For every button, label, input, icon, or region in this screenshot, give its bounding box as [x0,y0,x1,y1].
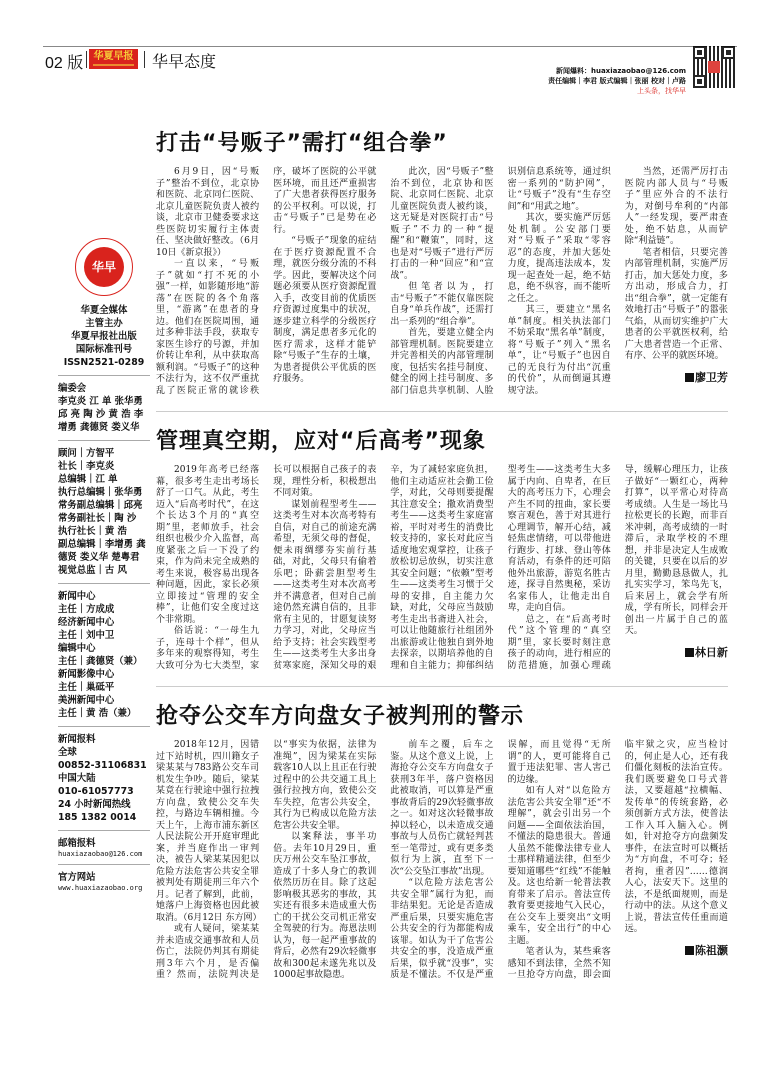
divider [58,830,150,831]
editors-line: 责任编辑｜李君 版式编辑｜张丽 校对｜卢路 [548,77,686,85]
sidebar-line: 中国大陆 [58,773,96,784]
sidebar-line: 编辑中心 [58,643,96,654]
email-address[interactable]: huaxiazaobao@126.com [58,850,143,858]
article-paragraph: 以案释法，事半功倍。去年10月29日，重庆万州公交车坠江事故，造成了十多人身亡的教训依然历历在目。除了这起影响极其恶劣的事故，其实还有很多未造成重大伤亡的干扰公交司机正常安全驾驶的行为。海恩法则认为，每一起严重事故的背后，必然有29次轻微事故和300起未遂先兆以及1000起事故隐患。 [273,832,377,980]
article-body [156,465,728,672]
newspaper-logo [89,49,138,69]
article-paragraph: 但笔者以为，打击“号贩子”不能仅靠医院自身“单兵作战”，还需打出一系列的“组合拳”。 [390,282,494,327]
sidebar-line: ISSN2521-0289 [63,357,145,368]
article-paragraph: 总之，在“后高考时代”这个管理的“真空期”里，家长要时刻注意孩子的动向，进行相应的防范措施，加强心理疏导，缓解心理压力，让孩子做好“一颗红心，两种打算”，以平常心对待高考成绩。人生是一场比马拉松更长的长跑，而非百米冲刺，高考成绩的一时滞后，录取学校的不理想，并非是决定人生成败的关键，只要在以后的岁月里，勤勤恳恳做人，扎扎实实学习，笨鸟先飞，后来居上，就会学有所成，学有所长，同样会开创出一片属于自己的蓝天。 [507,465,728,671]
email-title: 邮箱报料 [58,838,96,849]
article-paragraph: 其三，要建立“黑名单”制度。相关执法部门不妨采取“黑名单”制度，将“号贩子”列入“黑名单”，让“号贩子”也因自己的无良行为付出“沉重的代价”，从而倒逼其遵规守法。 [507,305,611,396]
staff-list [58,447,150,577]
slogan: 上头条，找华早 [637,87,686,95]
sidebar-line: 社长｜李克炎 [58,461,115,472]
divider [58,726,150,727]
sidebar-line: 00852-31106831 [58,760,147,771]
article-body [156,167,728,397]
article-paragraph: 笔者认为，某些乘客感知不到法律，全然不知一旦抢夺方向盘，即会面临牢狱之灾，应当检讨的，何止是人心，还有我们僵化刻板的法治宣传。我们既要避免口号式普法，又要超越“拉横幅、发传单”的传统套路，必须创新方式方法，使普法工作入耳入脑入心。例如，针对抢夺方向盘频发事件，在法宣时可以概括为“方向盘，不可夺；轻者拘，重者囚”……德润人心，法安天下。这里的法，不是纸面规则，而是行动中的法。从这个意义上说，普法宣传任重而道远。 [507,740,728,980]
website-title: 官方网站 [58,872,96,883]
divider [156,686,728,687]
divider [144,51,145,68]
centers-list [58,590,150,720]
sidebar-line: 全球 [58,747,77,758]
sidebar-line: 主任｜巢砥平 [58,682,115,693]
sidebar-line: 执行总编辑｜张华勇 [58,487,143,498]
article-paragraph: 首先，要建立健全内部管理机制。医院要建立并完善相关的内部管理制度，包括实名挂号制度、健全的网上挂号制度、多部门信息共享机制、人脸识别信息系统等，通过织密一系列的“防护网”，让“号贩子”没有“生存空间”和“用武之地”。 [390,167,611,396]
sidebar-line: 24 小时新闻热线 [58,799,131,810]
committee-title: 编委会 [58,383,87,394]
contact-block [548,66,686,96]
sidebar-line: 视觉总监｜古 风 [58,565,127,576]
author-byline: 林日新 [625,644,728,660]
article-paragraph: 谋划前程型考生——这类考生对本次高考特有自信，对自己的前途充满希望，无须父母的督促，便未雨绸缪夯实前行基础，对此，父母只有偷着乐吧；卧薪尝胆型考生——这类考生对本次高考并不满意者，但对自己前途仍然充满自信的，且非常有主见的，甘愿复读努力学习，对此，父母应当给予支持；社会实践型考生——这类考生大多出身贫寒家庭，深知父母的艰辛，为了减轻家庭负担，他们主动适应社会勤工俭学，对此，父母则要提醒其注意安全；撒欢消费型考生——这类考生家庭富裕，平时对考生的消费比较支持的，家长对此应当适度地宏观掌控，让孩子放松切忌放纵，切实注意其安全问题；“依赖”型考生——这类考生习惯于父母的安排，自主能力欠缺，对此，父母应当鼓励考生走出书斋进入社会，可以让他随旅行社组团外出旅游或让他独自到外地去探亲，以期培养他的自理和自主能力；抑郁纠结型考生——这类考生大多属于内向、自卑者，在巨大的高考压力下，心理会产生不同的扭曲，家长要察言观色，善于对其进行心理调节，解开心结，减轻焦虑情绪，可以带他进行跑步、打球、登山等体育活动，有条件的还可陪他外出旅游，游览名胜古迹，探寻自然奥秘，采访名家伟人，让他走出自卑，走向自信。 [273,465,611,671]
sidebar-line: 国际标准刊号 [75,344,133,355]
article-paragraph: 如有人对“以危险方法危害公共安全罪”还“不理解”，就会引出另一个问题——全面依法治国，不懂法的隐患很大。普通人虽然不能像法律专业人士那样精通法律，但至少要知道哪些“红线”不能触及。这也给新一轮普法教育带来了启示。普法宣传教育要更接地气入民心，在公交车上要突出“文明乘车，安全出行”的中心主题。 [507,786,611,946]
article-paragraph: 前车之覆，后车之鉴。从这个意义上说，上海抢夺公交车方向盘女子获刑3年半，落户资格因此被取消，可以算是严重事故背后的29次轻微事故之一。如对这次轻微事故掉以轻心，以未造成交通事故与人员伤亡就轻判甚至一笔带过，或有更多类似行为上演，直至下一次“公交坠江事故”出现。 [390,740,494,877]
sidebar-line: 执行社长｜黄 浩 [58,526,127,537]
sidebar-line: 华夏早报社出版 [71,331,137,342]
divider [156,411,728,412]
hotline-list [58,746,150,824]
qr-code-icon [693,46,735,88]
article-paragraph: “以危险方法危害公共安全罪”属行为犯，而非结果犯。无论是否造成严重后果，只要实施危害公共安全的行为都能构成该罪。如认为干了危害公共安全的事，没造成严重后果，似乎就“没事”，实质是不懂法。不仅是严重误解，而且觉得“无所谓”的人，更可能将自己置于违法犯罪、害人害己的边缘。 [390,740,611,980]
sidebar-line: 主管主办 [85,318,123,329]
divider [86,51,87,68]
articles-area [156,126,728,982]
article-paragraph: 笔者相信，只要完善内部管理机制，实施严厉打击，加大惩处力度，多方出动，形成合力，打出“组合拳”，就一定能有效地打击“号贩子”的嚣张气焰，从而切实维护广大患者的公平就医权利，给广大患者营造一个正常、有序、公平的就医环境。 [624,247,728,361]
divider [58,440,150,441]
article-paragraph: 此次，因“号贩子”整治不到位，北京协和医院、北京同仁医院、北京儿童医院负责人被约谈，这无疑是对医院打击“号贩子”不力的一种“提醒”和“鞭策”，同时，这也是对“号贩子”进行严厉打击的一种“回应”和“宣战”。 [390,167,494,281]
sidebar-line: 185 1382 0014 [58,812,137,823]
sidebar-line: 总编辑｜江 单 [58,474,118,485]
sidebar-line: 010-61057773 [58,786,134,797]
divider [58,583,150,584]
sidebar-line: 经济新闻中心 [58,617,115,628]
website-link[interactable]: www.huaxiazaobao.org [58,884,143,892]
article-body [156,740,728,982]
article-paragraph: 一直以来，“号贩子”就如“打不死的小强”一样，如影随形地“游荡”在医院的各个角落里，“游离”在患者的身边。他们在医院周围，通过多种非法手段，获取专家医生诊疗的号源，并加价转让牟利，从中获取高额利润。“号贩子”的这种不法行为，这不仅严重扰乱了医院正常的就诊秩序，破坏了医院的公平就医环境，而且还严重损害了广大患者获得医疗服务的公平权利。可以说，打击“号贩子”已是势在必行。 [156,167,377,396]
divider [58,375,150,376]
seal-text: 华早 [84,247,124,287]
publisher-info [58,304,150,369]
sidebar-line: 常务副总编辑｜邱亮 [58,500,143,511]
divider [58,864,150,865]
section-title: 华早态度 [152,52,217,71]
sidebar-line: 主任｜方成成 [58,604,115,615]
sidebar-line: 顾问｜方智平 [58,448,115,459]
article-paragraph: “号贩子”现象的症结在于医疗资源配置不合理，就医分级分流的不科学。因此，要解决这个问题必须要从医疗资源配置入手，改变目前的优质医疗资源过度集中的状况，逐步建立科学的分级医疗制度，满足患者多元化的医疗需求，这样才能铲除“号贩子”生存的土壤，为患者提供公平优质的医疗服务。 [273,236,377,384]
seal-logo-icon [75,238,133,296]
article-paragraph: 或有人疑问，梁某某并未造成交通事故和人员伤亡，法院仍判其有期徒刑3年六个月，是否偏重？然而，法院判决是以“事实为依据，法律为准绳”，因为梁某在实际载客10人以上且正在行驶过程中的公共交通工具上强行拉拽方向，致使公交车失控，危害公共安全，其行为已构成以危险方法危害公共安全罪。 [156,740,377,980]
sidebar-line: 主任｜刘中卫 [58,630,115,641]
hotline-title: 新闻报料 [58,734,96,745]
sidebar-line: 新闻影像中心 [58,669,115,680]
sidebar-line: 主任｜黄 浩（兼） [58,708,137,719]
article-paragraph: 其次，要实施严厉惩处机制。公安部门要对“号贩子”采取“零容忍”的态度，并加大惩处力度，提高违法成本，发现一起查处一起，绝不姑息，绝不纵容，而不能听之任之。 [507,213,611,304]
article-paragraph: 俗话说：“一母生九子，连母十个样”，但从多年来的观察得知，考生大致可分为七大类型，家长可以根据自己孩子的表现，理性分析，积极想出不同对策。 [156,465,377,671]
contact-line: 新闻爆料：huaxiazaobao@126.com [555,67,686,75]
sidebar-line: 主任｜龚德贤（兼） [58,656,143,667]
top-rule [43,46,737,47]
sidebar-line: 华夏全媒体 [80,305,128,316]
sidebar-line: 新闻中心 [58,591,96,602]
article-paragraph: 6月9日，因“号贩子”整治不到位，北京协和医院、北京同仁医院、北京儿童医院负责人被约谈，北京市卫健委要求这些医院切实履行主体责任、坚决做好整改。（6月10日《新京报》） [156,167,260,258]
article-title: 抢夺公交车方向盘女子被判刑的警示 [156,704,525,729]
author-byline: 廖卫芳 [625,369,728,385]
sidebar-line: 副总编辑｜李增勇 龚德贤 娄义华 楚粤君 [58,539,146,563]
masthead-sidebar [58,238,150,892]
article-paragraph: 2018年12月，因错过下站时机，四川籍女子梁某某与783路公交车司机发生争吵。随后，梁某某竟在行驶途中强行拉拽方向盘，致使公交车失控，与路边车辆相撞。今天上午，上海市浦东新区人民法院公开开庭审理此案，并当庭作出一审判决，被告人梁某某因犯以危险方法危害公共安全罪被判处有期徒刑三年六个月。记者了解到，此前，她落户上海资格也因此被取消。（6月12日 东方网） [156,740,262,923]
author-byline: 陈祖灏 [625,942,728,958]
logo-text: 华夏早报 [93,51,134,62]
article-title: 管理真空期，应对“后高考”现象 [156,429,486,454]
sidebar-line: 美洲新闻中心 [58,695,115,706]
article-paragraph: 当然，还需严厉打击医院内部人员与“号贩子”里应外合的不法行为，对倒号牟利的“内部人”一经发现，要严肃查处，绝不姑息，从而铲除“利益链”。 [624,167,728,246]
page-number: 02 版 [45,55,84,72]
sidebar-line: 常务副社长｜陶 沙 [58,513,137,524]
article-title: 打击“号贩子”需打“组合拳” [156,131,448,156]
committee-members: 李克炎 江 单 张华勇 邱 亮 陶 沙 黄 浩 李增勇 龚德贤 娄义华 [58,396,144,433]
article-paragraph: 2019年高考已经落幕，很多考生走出考场长舒了一口气。从此，考生迈入“后高考时代”，在这个长达3个月的“真空期”里，老师放手，社会组织也极少介入监督，高度紧张之后一下没了约束，作为尚未完全成熟的考生来说，极容易出现各种问题，因此，家长必须立即接过“管理的安全棒”，让他们安全度过这个非常期。 [156,465,260,625]
